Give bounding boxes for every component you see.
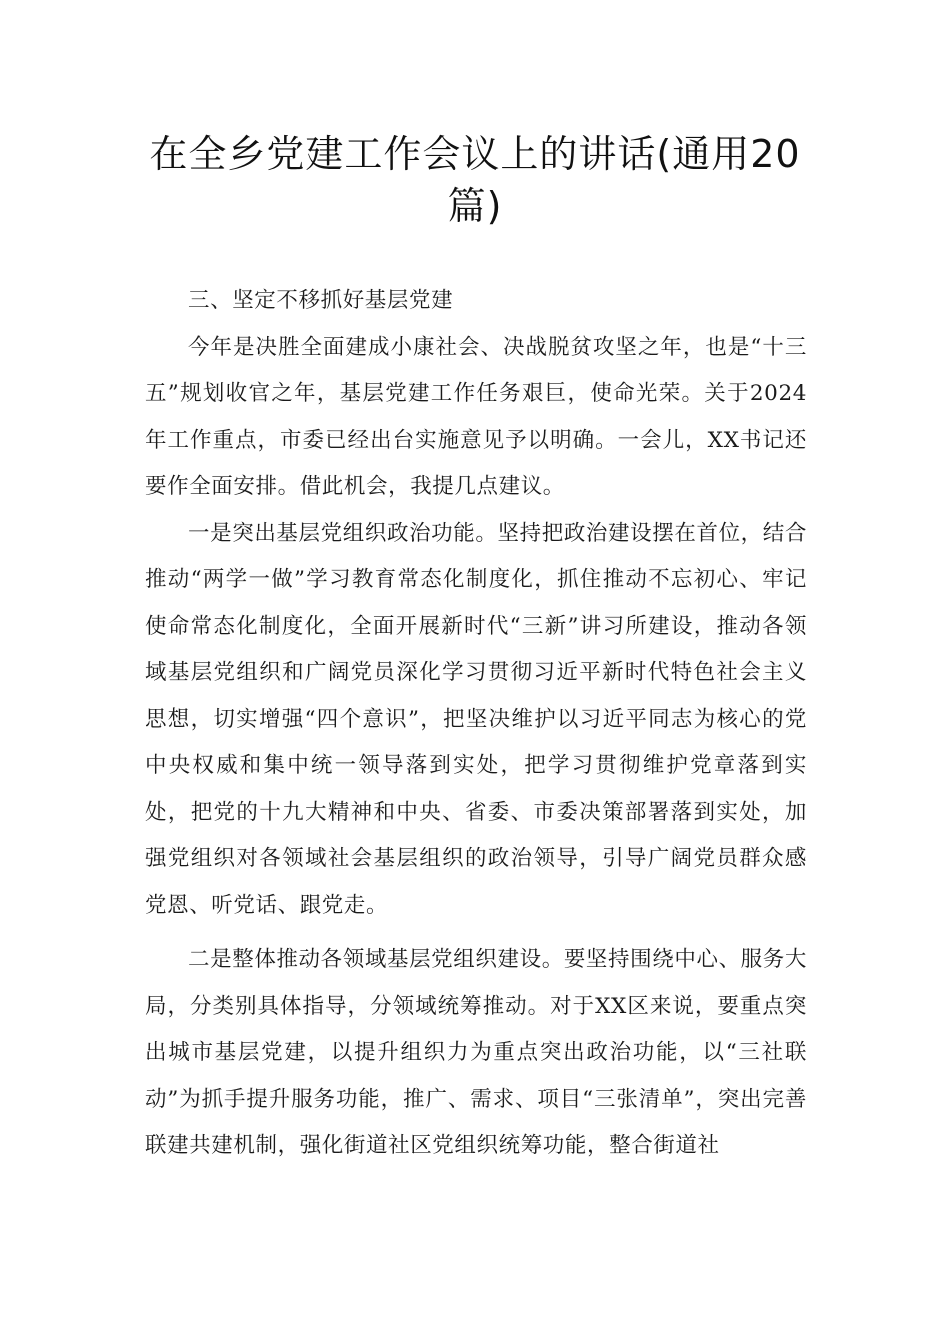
- section-heading: 三、坚定不移抓好基层党建: [188, 288, 454, 313]
- document-body: [145, 278, 807, 1170]
- document-title: 在全乡党建工作会议上的讲话(通用20篇): [149, 132, 801, 228]
- paragraph: 今年是决胜全面建成小康社会、决战脱贫攻坚之年，也是“十三五”规划收官之年，基层党建工作任务艰巨，使命光荣。关于2024年工作重点，市委已经出台实施意见予以明确。一会儿，XX书记还要作全面安排。借此机会，我提几点建议。: [145, 334, 807, 499]
- paragraph: 二是整体推动各领域基层党组织建设。要坚持围绕中心、服务大局，分类别具体指导，分领域统筹推动。对于XX区来说，要重点突出城市基层党建，以提升组织力为重点突出政治功能，以“三社联动”为抓手提升服务功能，推广、需求、项目“三张清单”，突出完善联建共建机制，强化街道社区党组织统筹功能，整合街道社: [145, 947, 807, 1158]
- paragraph: 一是突出基层党组织政治功能。坚持把政治建设摆在首位，结合推动“两学一做”学习教育常态化制度化，抓住推动不忘初心、牢记使命常态化制度化，全面开展新时代“三新”讲习所建设，推动各领域基层党组织和广阔党员深化学习贯彻习近平新时代特色社会主义思想，切实增强“四个意识”，把坚决维护以习近平同志为核心的党中央权威和集中统一领导落到实处，把学习贯彻维护党章落到实处，把党的十九大精神和中央、省委、市委决策部署落到实处，加强党组织对各领域社会基层组织的政治领导，引导广阔党员群众感党恩、听党话、跟党走。: [145, 520, 807, 918]
